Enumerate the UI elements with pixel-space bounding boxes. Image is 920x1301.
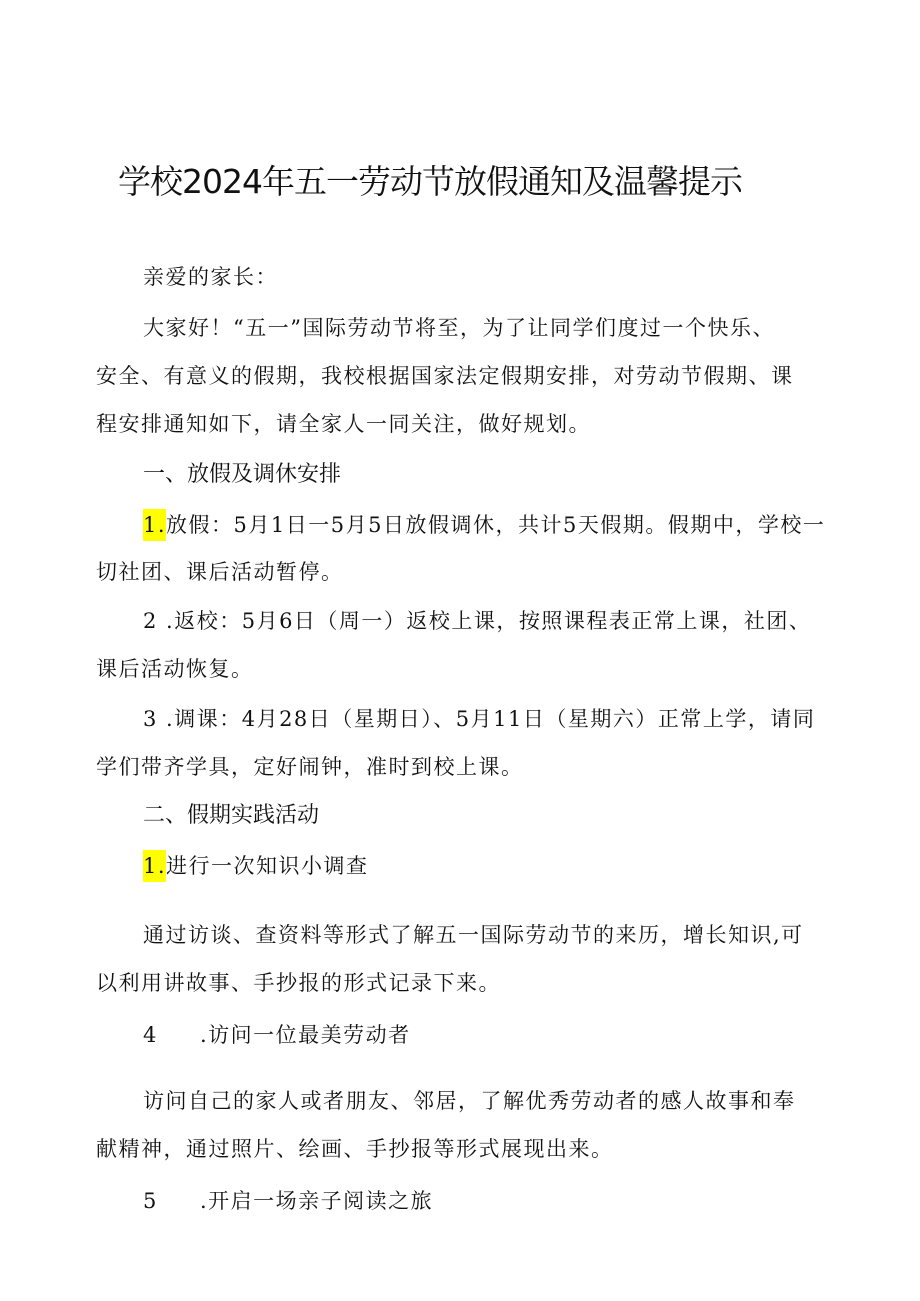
section2-item4-title xyxy=(143,1020,411,1050)
section1-item2-line-2: 课后活动恢复。 xyxy=(96,657,254,681)
section2-item5-title-text: .开启一场亲子阅读之旅 xyxy=(200,1189,434,1213)
section1-heading: 一、放假及调休安排 xyxy=(143,462,342,487)
section1-item2-line-1: 2 .返校：5月6日（周一）返校上课，按照课程表正常上课，社团、 xyxy=(143,609,812,633)
item-number: 5 xyxy=(143,1189,158,1213)
section2-heading: 二、假期实践活动 xyxy=(143,803,320,828)
section1-item1-line-2: 切社团、课后活动暂停。 xyxy=(96,560,344,584)
highlighted-number: 1. xyxy=(143,850,166,882)
section1-item1-line-1 xyxy=(143,509,825,541)
intro-line-3: 程安排通知如下，请全家人一同关注，做好规划。 xyxy=(96,412,591,436)
item-number: 4 xyxy=(143,1023,158,1047)
section2-item1-line-1: 通过访谈、查资料等形式了解五一国际劳动节的来历，增长知识,可 xyxy=(143,923,804,947)
section2-item4-line-2: 献精神，通过照片、绘画、手抄报等形式展现出来。 xyxy=(96,1137,614,1161)
section1-item1-text: 放假：5月1日一5月5日放假调休，共计5天假期。假期中，学校一 xyxy=(166,513,826,537)
section1-item3-line-2: 学们带齐学具，定好闹钟，准时到校上课。 xyxy=(96,755,524,779)
section2-item4-title-text: .访问一位最美劳动者 xyxy=(200,1023,411,1047)
intro-line-1: 大家好！“五一”国际劳动节将至，为了让同学们度过一个快乐、 xyxy=(143,316,775,340)
section2-item1-title-text: 进行一次知识小调查 xyxy=(166,854,369,878)
salutation: 亲爱的家长： xyxy=(143,265,278,289)
intro-line-2: 安全、有意义的假期，我校根据国家法定假期安排，对劳动节假期、课 xyxy=(96,364,794,388)
section1-item3-line-1: 3 .调课：4月28日（星期日）、5月11日（星期六）正常上学，请同 xyxy=(143,707,816,731)
document-title: 学校2024年五一劳动节放假通知及温馨提示 xyxy=(118,162,742,201)
section2-item5-title xyxy=(143,1186,433,1216)
section2-item1-line-2: 以利用讲故事、手抄报的形式记录下来。 xyxy=(96,971,501,995)
section2-item1-title xyxy=(143,850,369,882)
highlighted-number: 1. xyxy=(143,509,166,541)
section2-item4-line-1: 访问自己的家人或者朋友、邻居，了解优秀劳动者的感人故事和奉 xyxy=(143,1089,796,1113)
